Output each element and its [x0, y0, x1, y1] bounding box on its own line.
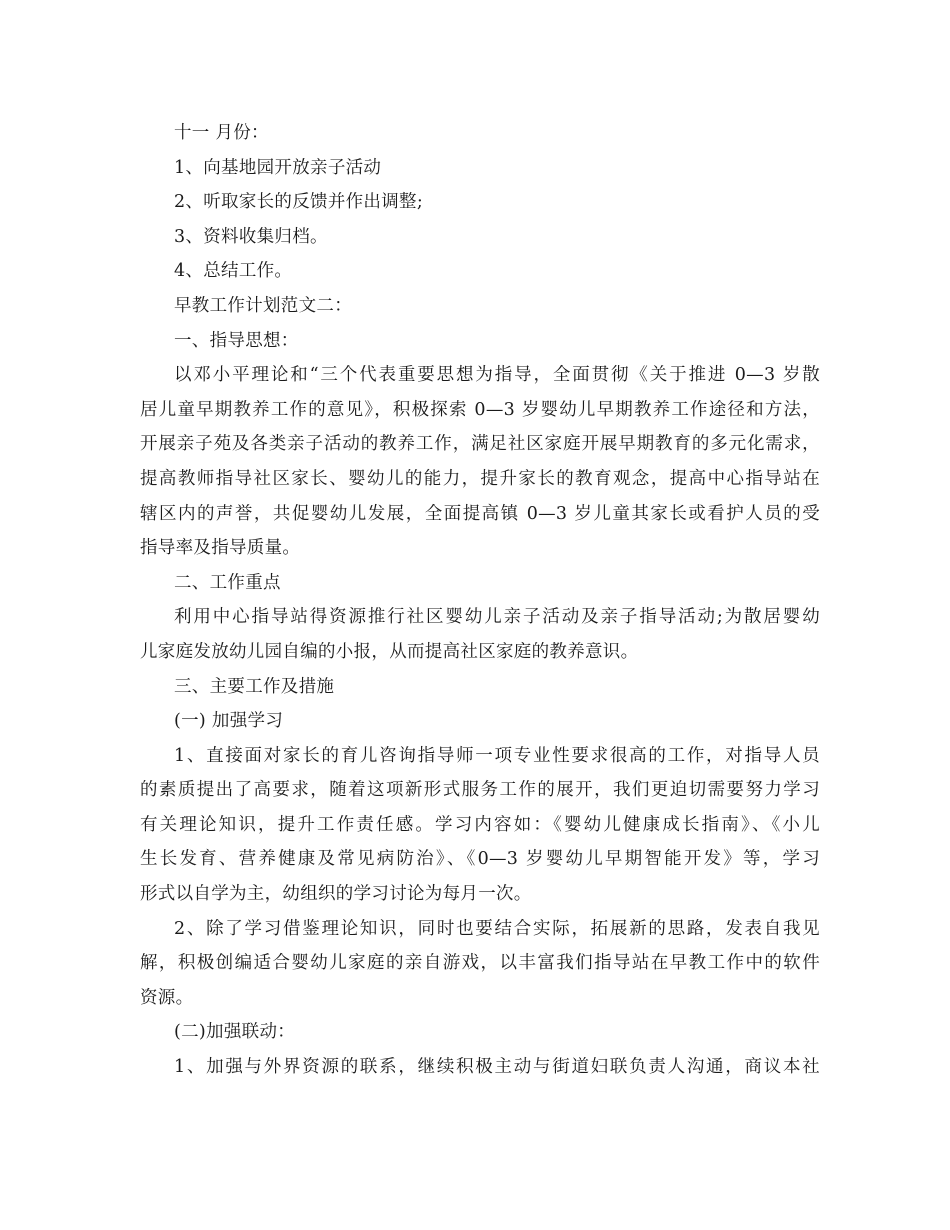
- text-line: 早教工作计划范文二：: [174, 295, 352, 316]
- text-line: 利用中心指导站得资源推行社区婴幼儿亲子活动及亲子指导活动;为散居婴幼: [174, 607, 820, 628]
- text-line: 2、除了学习借鉴理论知识，同时也要结合实际，拓展新的思路，发表自我见: [174, 918, 820, 939]
- text-line: 1、向基地园开放亲子活动: [174, 157, 382, 178]
- text-line: 三、主要工作及措施: [174, 676, 335, 697]
- text-line: 儿家庭发放幼儿园自编的小报，从而提高社区家庭的教养意识。: [140, 641, 639, 662]
- text-line: 十一 月份：: [174, 123, 269, 143]
- text-line: 1、加强与外界资源的联系，继续积极主动与街道妇联负责人沟通，商议本社: [174, 1057, 820, 1078]
- text-line: 指导率及指导质量。: [140, 538, 301, 559]
- text-line: 居儿童早期教养工作的意见》，积极探索 0—3 岁婴幼儿早期教养工作途径和方法，: [140, 399, 820, 420]
- text-line: 的素质提出了高要求，随着这项新形式服务工作的展开，我们更迫切需要努力学习: [140, 780, 820, 801]
- text-line: 3、资料收集归档。: [174, 226, 328, 247]
- text-line: 资源。: [140, 987, 194, 1008]
- text-line: (二)加强联动：: [174, 1022, 296, 1043]
- text-line: 二、工作重点: [174, 572, 281, 593]
- text-line: 生长发育、营养健康及常见病防治》、《0—3 岁婴幼儿早期智能开发》等，学习: [140, 849, 820, 870]
- text-line: 开展亲子苑及各类亲子活动的教养工作，满足社区家庭开展早期教育的多元化需求，: [140, 434, 820, 455]
- text-line: 4、总结工作。: [174, 261, 293, 282]
- text-line: 解，积极创编适合婴幼儿家庭的亲自游戏，以丰富我们指导站在早教工作中的软件: [140, 953, 820, 974]
- text-line: 以邓小平理论和“三个代表重要思想为指导，全面贯彻《关于推进 0—3 岁散: [174, 365, 820, 386]
- text-line: 辖区内的声誉，共促婴幼儿发展，全面提高镇 0—3 岁儿童其家长或看护人员的受: [140, 503, 820, 524]
- document-body: [140, 116, 820, 1085]
- text-line: 一、指导思想：: [174, 330, 299, 351]
- text-line: 提高教师指导社区家长、婴幼儿的能力，提升家长的教育观念，提高中心指导站在: [140, 468, 820, 489]
- text-line: 1、直接面对家长的育儿咨询指导师一项专业性要求很高的工作，对指导人员: [174, 745, 820, 766]
- text-line: 2、听取家长的反馈并作出调整;: [174, 192, 424, 213]
- text-line: 有关理论知识，提升工作责任感。学习内容如：《婴幼儿健康成长指南》、《小儿: [140, 814, 820, 835]
- text-line: (一) 加强学习: [174, 711, 284, 732]
- text-line: 形式以自学为主，幼组织的学习讨论为每月一次。: [140, 884, 532, 905]
